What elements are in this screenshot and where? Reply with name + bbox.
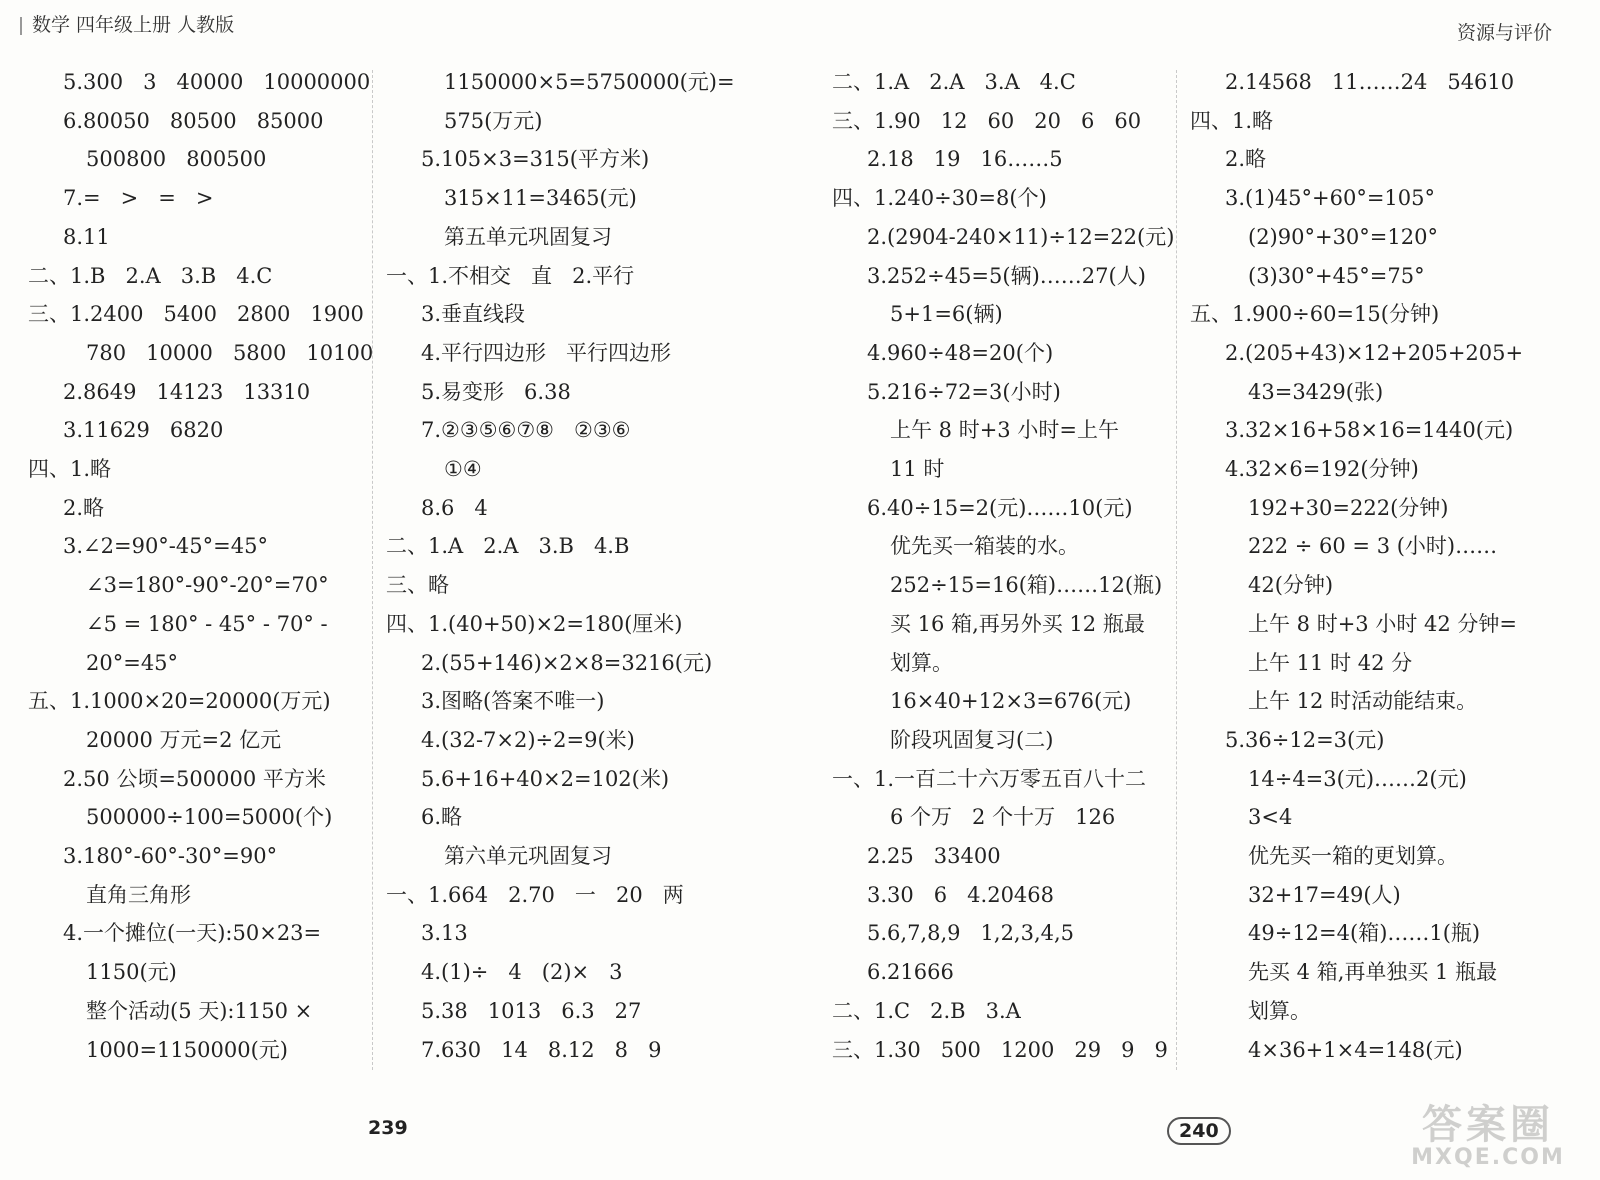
answer-line: 2.(205+43)×12+205+205+ bbox=[1225, 340, 1524, 365]
answer-line: 第五单元巩固复习 bbox=[444, 224, 612, 249]
answer-line: 5.36÷12=3(元) bbox=[1225, 727, 1385, 752]
answer-line: 500000÷100=5000(个) bbox=[86, 805, 333, 830]
answer-line: 7.= > = > bbox=[63, 186, 214, 211]
answer-line: 500800 800500 bbox=[86, 147, 267, 172]
answer-line: 3<4 bbox=[1248, 805, 1293, 830]
answer-line: 划算。 bbox=[1248, 998, 1311, 1023]
answer-line: 32+17=49(人) bbox=[1248, 882, 1401, 907]
answer-line: 6.80050 80500 85000 bbox=[63, 108, 324, 133]
answer-line: 5.6,7,8,9 1,2,3,4,5 bbox=[867, 921, 1075, 946]
page-header-left bbox=[20, 10, 234, 37]
answer-line: 43=3429(张) bbox=[1248, 379, 1384, 404]
answer-line: 192+30=222(分钟) bbox=[1248, 495, 1449, 520]
answer-line: 5.105×3=315(平方米) bbox=[421, 147, 650, 172]
answer-line: 买 16 箱,再另外买 12 瓶最 bbox=[890, 611, 1145, 636]
answer-line: 1150000×5=5750000(元)= bbox=[444, 70, 735, 94]
answer-line: 三、1.90 12 60 20 6 60 bbox=[832, 108, 1142, 133]
answer-line: 315×11=3465(元) bbox=[444, 186, 637, 211]
answer-line: 4.平行四边形 平行四边形 bbox=[421, 340, 672, 365]
answer-line: 4.(1)÷ 4 (2)× 3 bbox=[421, 960, 623, 985]
answer-line: 3.32×16+58×16=1440(元) bbox=[1225, 418, 1514, 443]
answer-line: 11 时 bbox=[890, 457, 945, 481]
page-number-right: 240 bbox=[1167, 1117, 1231, 1145]
answer-line: 阶段巩固复习(二) bbox=[890, 727, 1054, 752]
answer-line: 5.300 3 40000 10000000 bbox=[63, 70, 371, 94]
answer-line: 优先买一箱装的水。 bbox=[890, 534, 1079, 559]
answer-line: 2.略 bbox=[63, 495, 105, 520]
answer-line: 1000=1150000(元) bbox=[86, 1037, 288, 1062]
answer-line: 6.略 bbox=[421, 805, 463, 830]
answer-line: 3.30 6 4.20468 bbox=[867, 882, 1055, 907]
answer-line: 上午 11 时 42 分 bbox=[1248, 650, 1413, 675]
answer-line: 直角三角形 bbox=[86, 882, 191, 907]
answer-line: 20000 万元=2 亿元 bbox=[86, 727, 282, 752]
answer-line: 二、1.B 2.A 3.B 4.C bbox=[28, 263, 273, 288]
answer-line: ①④ bbox=[444, 457, 482, 481]
answer-line: 5+1=6(辆) bbox=[890, 302, 1003, 327]
answer-line: 3.11629 6820 bbox=[63, 418, 224, 443]
answer-line: 42(分钟) bbox=[1248, 573, 1334, 598]
answer-line: 2.14568 11……24 54610 bbox=[1225, 70, 1515, 94]
answer-line: 16×40+12×3=676(元) bbox=[890, 689, 1132, 714]
answer-line: 4×36+1×4=148(元) bbox=[1248, 1037, 1463, 1062]
watermark-logo bbox=[1388, 1104, 1588, 1176]
answer-line: 222 ÷ 60 = 3 (小时)…… bbox=[1248, 534, 1498, 559]
answer-line: 四、1.略 bbox=[28, 457, 112, 481]
watermark-url: MXQE.COM bbox=[1411, 1145, 1565, 1170]
answer-line: 四、1.(40+50)×2=180(厘米) bbox=[386, 611, 683, 636]
answer-line: 五、1.1000×20=20000(万元) bbox=[28, 689, 331, 714]
answer-line: 一、1.一百二十六万零五百八十二 bbox=[832, 766, 1147, 791]
answer-line: 780 10000 5800 10100 bbox=[86, 340, 374, 365]
answer-line: (3)30°+45°=75° bbox=[1248, 263, 1425, 288]
answer-line: 7.630 14 8.12 8 9 bbox=[421, 1037, 662, 1062]
answer-line: 4.一个摊位(一天):50×23= bbox=[63, 921, 322, 946]
answer-line: 二、1.C 2.B 3.A bbox=[832, 998, 1021, 1023]
answer-line: 5.216÷72=3(小时) bbox=[867, 379, 1061, 404]
answer-line: 575(万元) bbox=[444, 108, 543, 133]
answer-line: 一、1.不相交 直 2.平行 bbox=[386, 263, 635, 288]
answer-line: 3.∠2=90°-45°=45° bbox=[63, 534, 268, 559]
answer-line: 4.960÷48=20(个) bbox=[867, 340, 1054, 365]
answer-line: ∠5 = 180° - 45° - 70° - bbox=[86, 611, 328, 636]
answer-line: 2.25 33400 bbox=[867, 844, 1001, 868]
answer-line: 20°=45° bbox=[86, 650, 179, 675]
answer-line: 5.6+16+40×2=102(米) bbox=[421, 766, 670, 791]
answer-line: ∠3=180°-90°-20°=70° bbox=[86, 573, 329, 598]
answer-line: 二、1.A 2.A 3.A 4.C bbox=[832, 70, 1076, 94]
answer-line: 划算。 bbox=[890, 650, 953, 675]
answer-line: 14÷4=3(元)……2(元) bbox=[1248, 766, 1467, 791]
answer-line: 8.6 4 bbox=[421, 495, 488, 520]
answer-line: (2)90°+30°=120° bbox=[1248, 224, 1438, 249]
answer-line: 上午 12 时活动能结束。 bbox=[1248, 689, 1478, 714]
answer-line: 二、1.A 2.A 3.B 4.B bbox=[386, 534, 630, 559]
column-divider bbox=[1176, 70, 1177, 1070]
answer-line: 上午 8 时+3 小时 42 分钟= bbox=[1248, 611, 1518, 636]
answer-line: 3.图略(答案不唯一) bbox=[421, 689, 605, 714]
answer-line: 三、1.30 500 1200 29 9 9 bbox=[832, 1037, 1168, 1062]
answer-line: 8.11 bbox=[63, 224, 110, 249]
answer-line: 3.13 bbox=[421, 921, 468, 946]
answer-line: 4.32×6=192(分钟) bbox=[1225, 457, 1419, 481]
answer-line: 5.易变形 6.38 bbox=[421, 379, 571, 404]
column-divider bbox=[372, 70, 373, 1070]
answer-line: 2.略 bbox=[1225, 147, 1267, 172]
answer-line: 整个活动(5 天):1150 × bbox=[86, 998, 313, 1023]
answer-line: 7.②③⑤⑥⑦⑧ ②③⑥ bbox=[421, 418, 631, 443]
page-header-right: 资源与评价 bbox=[1456, 22, 1552, 44]
answer-line: 2.(55+146)×2×8=3216(元) bbox=[421, 650, 713, 675]
answer-line: 2.18 19 16……5 bbox=[867, 147, 1063, 172]
watermark-text: 答案圈 bbox=[1422, 1102, 1554, 1148]
answer-line: 2.50 公顷=500000 平方米 bbox=[63, 766, 326, 791]
answer-line: 3.252÷45=5(辆)……27(人) bbox=[867, 263, 1146, 288]
answer-line: 252÷15=16(箱)……12(瓶) bbox=[890, 573, 1163, 598]
book-info: 数学 四年级上册 人教版 bbox=[32, 14, 235, 36]
answer-line: 49÷12=4(箱)……1(瓶) bbox=[1248, 921, 1481, 946]
answer-line: 2.8649 14123 13310 bbox=[63, 379, 311, 404]
answer-line: 上午 8 时+3 小时=上午 bbox=[890, 418, 1119, 443]
answer-line: 1150(元) bbox=[86, 960, 177, 985]
header-divider bbox=[20, 17, 22, 35]
answer-line: 3.180°-60°-30°=90° bbox=[63, 844, 278, 868]
answer-line: 优先买一箱的更划算。 bbox=[1248, 844, 1458, 868]
answer-line: 6.40÷15=2(元)……10(元) bbox=[867, 495, 1133, 520]
page-number-left: 239 bbox=[368, 1117, 408, 1139]
answer-line: 5.38 1013 6.3 27 bbox=[421, 998, 642, 1023]
answer-line: 五、1.900÷60=15(分钟) bbox=[1190, 302, 1440, 327]
answer-line: 3.(1)45°+60°=105° bbox=[1225, 186, 1435, 211]
answer-line: 三、1.2400 5400 2800 1900 bbox=[28, 302, 364, 327]
answer-line: 3.垂直线段 bbox=[421, 302, 526, 327]
answer-line: 6.21666 bbox=[867, 960, 954, 985]
answer-line: 2.(2904-240×11)÷12=22(元) bbox=[867, 224, 1175, 249]
answer-line: 第六单元巩固复习 bbox=[444, 844, 612, 868]
answer-line: 6 个万 2 个十万 126 bbox=[890, 805, 1116, 830]
answer-line: 一、1.664 2.70 一 20 两 bbox=[386, 882, 684, 907]
answer-line: 四、1.略 bbox=[1190, 108, 1274, 133]
answer-line: 先买 4 箱,再单独买 1 瓶最 bbox=[1248, 960, 1498, 985]
answer-line: 四、1.240÷30=8(个) bbox=[832, 186, 1047, 211]
answer-line: 三、略 bbox=[386, 573, 449, 598]
answer-line: 4.(32-7×2)÷2=9(米) bbox=[421, 727, 635, 752]
